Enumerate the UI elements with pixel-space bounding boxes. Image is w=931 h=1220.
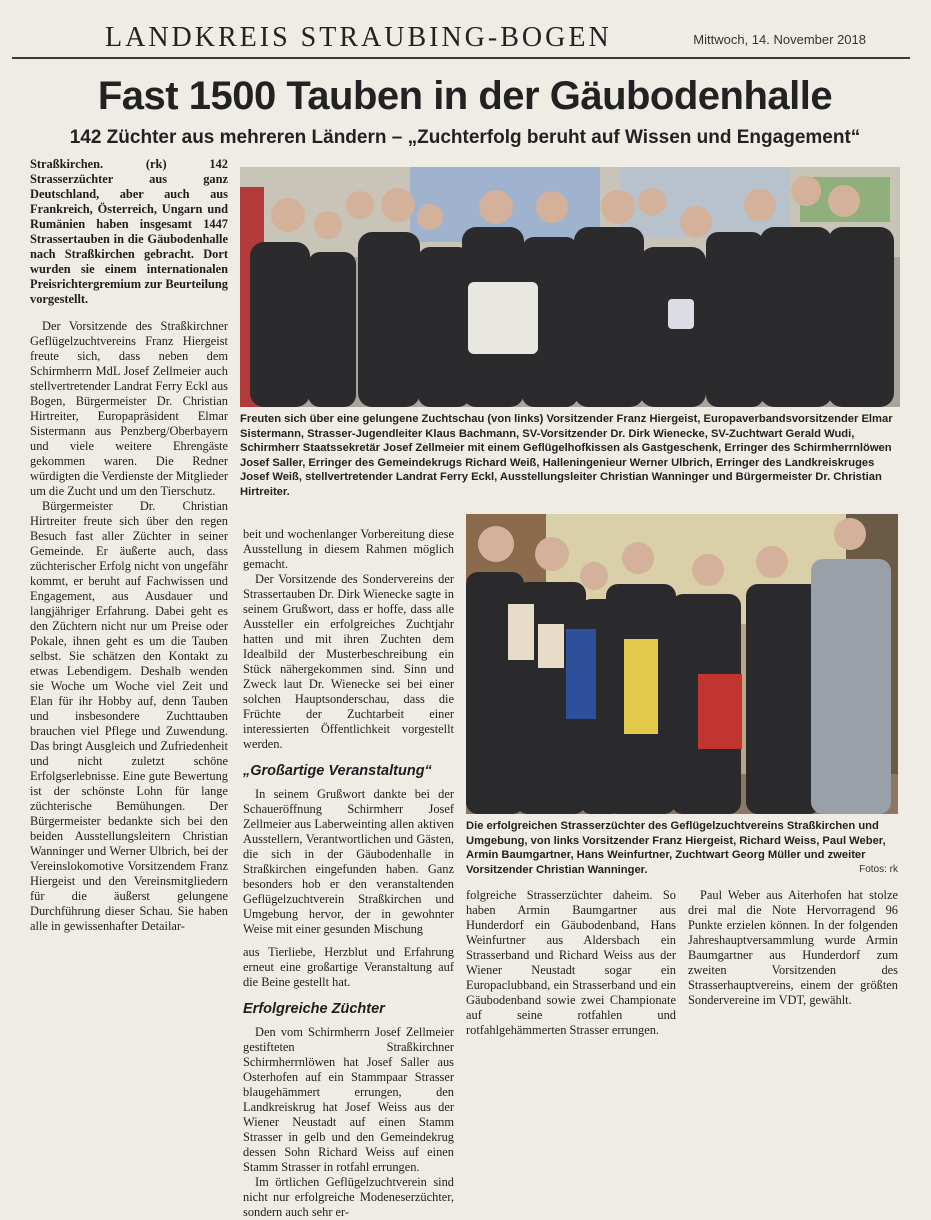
photo-caption-top: Freuten sich über eine gelungene Zuchtschau (von links) Vorsitzender Franz Hiergeist, Europaverbandsvorsitzender Elmar Sistermann, Strasser-Jugendleiter Klaus Bachmann, SV-Vorsitzender Dr. Dirk Wienecke, SV-Zuchtwart Gerald Wudi, Schirmherr Staatssekretär Josef Zellmeier mit einem Geflügelhofkissen als Gastgeschenk, Erringer des Schirmherrnlöwen Josef Saller, Erringer des Gemeindekrugs Richard Weiß, Halleningenieur Werner Ulbrich, Erringer des Landkreiskruges Josef Weiß, stellvertretender Landrat Ferry Eckl, Ausstellungsleiter Christian Wanninger und Bürgermeister Dr. Christian Hirtreiter. [240,413,893,498]
group-photo-top-image [240,167,900,407]
masthead-section-title: LANDKREIS STRAUBING-BOGEN [105,22,612,53]
crosshead-2: Erfolgreiche Züchter [243,1001,385,1017]
masthead-rule [12,57,910,59]
article-subheadline: 142 Züchter aus mehreren Ländern – „Zuchterfolg beruht auf Wissen und Engagement“ [69,127,861,148]
text-column-left [30,157,228,934]
photo-caption-bottom: Die erfolgreichen Strasserzüchter des Geflügelzuchtvereins Straßkirchen und Umgebung, von links Vorsitzender Franz Hiergeist, Richard Weiss, Paul Weber, Armin Baumgartner, Hans Weinfurtner, Zuchtwart Georg Müller und zweiter Vorsitzender Christian Wanninger. [466,820,886,876]
text-column-bottom-3 [466,888,676,1038]
article-headline: Fast 1500 Tauben in der Gäubodenhalle [97,74,833,118]
paragraph: In seinem Grußwort dankte bei der Schaueröffnung Schirmherr Josef Zellmeier aus Laberweinting allen aktiven Ausstellern, Verantwortlichen und Gästen, die sich in der Gäubodenhalle in Straßkirchen eingefunden haben. Ganz besonders hob er den veranstaltenden Geflügelzuchtverein Straßkirchen und Umgebung hervor, der in gewohnter Weise mit einer gesunden Mischung [243,787,454,936]
paragraph: aus Tierliebe, Herzblut und Erfahrung erneut eine großartige Veranstaltung auf die Beine gestellt hat. [243,945,454,989]
paragraph: beit und wochenlanger Vorbereitung diese Ausstellung in diesem Rahmen möglich gemacht. [243,527,454,571]
text-column-bottom-4 [688,888,898,1008]
group-photo-bottom-image [466,514,898,814]
paragraph: Bürgermeister Dr. Christian Hirtreiter freute sich über den regen Besuch fast aller Züchter in seiner Gemeinde. Er äußerte auch, dass züchterischer Erfolg nicht von ungefähr kommt, er beruht auf Fachwissen und Engagement, aus Ausdauer und langjähriger Erfahrung. Dabei geht es den Züchtern nicht nur um Preise oder Pokale, ihnen geht es um die Tauben selbst. Sie schätzen den Kontakt zu etwas Lebendigem. Deshalb wenden sie Woche um Woche viel Zeit und Elan für ihr Hobby auf, denn Tauben und insbesondere Zuchttauben brauchen viel Pflege und Zuwendung. Das bringt Ausgleich und Zufriedenheit und nicht zuletzt schöne Erfolgserlebnisse. Eine gute Bewertung ist der schönste Lohn für lange züchterische Bemühungen. Der Bürgermeister bedankte sich bei den beiden Ausstellungsleitern Christian Wanninger und Werner Ulbrich, bei der Vereinslokomotive Vorsitzendem Franz Hiergeist und den Vereinsmitgliedern für die äußerst gelungene Durchführung dieser Schau. Sie haben alle in gewissenhafter Detailar- [30,499,228,933]
text-column-middle [243,527,454,1220]
group-photo-bottom [466,514,898,814]
paragraph: Der Vorsitzende des Sondervereins der Strassertauben Dr. Dirk Wienecke sagte in seinem Grußwort, dass er hoffe, dass alle Aussteller ein erfolgreiches Zuchtjahr hatten und mit ihren Zuchten dem Idealbild der Musterbeschreibung ein Stück nähergekommen sind. Sinn und Zweck laut Dr. Wienecke sei bei einer solchen Hauptsonderschau, dass die Früchte der Zuchtarbeit einer interessierten Öffentlichkeit vorgestellt werden. [243,572,454,751]
crosshead-1: „Großartige Veranstaltung“ [243,763,432,779]
paragraph: Der Vorsitzende des Straßkirchner Geflügelzuchtvereins Franz Hiergeist freute sich, dass neben dem Schirmherrn MdL Josef Zellmeier auch stellvertretender Landrat Ferry Eckl aus Bogen, Bürgermeister Dr. Christian Hirtreiter, Europapräsident Elmar Sistermann aus Penzberg/Oberbayern und viele weitere Ehrengäste gekommen waren. Die Redner würdigten die Verdienste der Mitglieder um die Zucht und um den Tierschutz. [30,319,228,498]
paragraph: Paul Weber aus Aiterhofen hat stolze drei mal die Note Hervorragend 96 Punkte erzielen können. In der folgenden Jahreshauptversammlung wurde Armin Baumgartner aus Hunderdorf zum zweiten Vorsitzenden des Strasserhauptvereins, einem der größten Sondervereine im VDT, gewählt. [688,888,898,1007]
group-photo-top [240,167,900,407]
issue-date: Mittwoch, 14. November 2018 [693,32,866,47]
paragraph: Den vom Schirmherrn Josef Zellmeier gestifteten Straßkirchner Schirmherrnlöwen hat Josef Saller aus Osterhofen auf ein Stammpaar Strasser blaugehämmert errungen, den Landkreiskrug hat Josef Weiss aus der Wiener Neustadt auf einen Stamm Strasser in gelb und den Gemeindekrug dessen Sohn Richard Weiss auf einen Stamm Strasser in rotfahl errungen. [243,1025,454,1174]
photo-credit: Fotos: rk [859,864,898,875]
article-lead: Straßkirchen. (rk) 142 Strasserzüchter aus ganz Deutschland, aber auch aus Frankreich, Österreich, Ungarn und Rumänien haben insgesamt 1447 Strassertauben in die Gäubodenhalle nach Straßkirchen gebracht. Dort wurden sie einem internationalen Preisrichtergremium zur Beurteilung vorgestellt. [30,157,228,306]
paragraph: Im örtlichen Geflügelzuchtverein sind nicht nur erfolgreiche Modeneserzüchter, sondern auch sehr er- [243,1175,454,1219]
paragraph: folgreiche Strasserzüchter daheim. So haben Armin Baumgartner aus Hunderdorf ein Gäubodenband, Hans Weinfurtner aus Aldersbach ein Strasserband und Richard Weiss aus der Wiener Neustadt sogar ein Europaclubband, ein Strasserband und ein Gäubodenband sowie zwei Championate auf seine rotfahlen und rotfahlgehämmerten Strasser errungen. [466,888,676,1037]
